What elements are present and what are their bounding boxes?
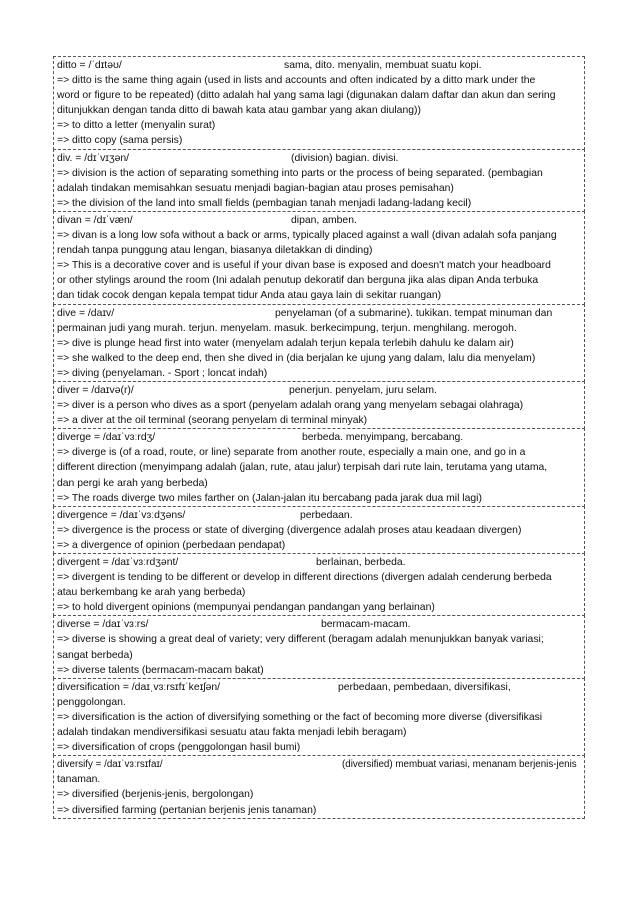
definition-line: => division is the action of separating something into parts or the process of being separated. (pembagian [57,167,543,179]
definition-line: => diverge is (of a road, route, or line) separate from another route, especially a main one, and go in a [57,447,526,459]
headword: dive = /daɪv/ [57,307,115,319]
definition-line: => dive is plunge head first into water (menyelam adalah terjun kepala terlebih dahulu ke dalam air) [57,337,514,349]
headword: divergence = /daɪˈvɜːdʒəns/ [57,509,186,521]
definition-line: => divergent is tending to be different or develop in different directions (divergen adalah cenderung berbeda [57,572,552,584]
entry-divergent [53,553,585,616]
entry-diver [53,381,585,429]
example-line: => diversified farming (pertanian berjenis jenis tanaman) [57,804,317,816]
definition-line: adalah tindakan mendiversifikasi sesuatu atau fakta menjadi lebih beragam) [57,727,407,739]
headword: diverse = /daɪˈvɜːrs/ [57,619,149,631]
translation: perbedaan. [300,509,353,521]
headword: divan = /dɪˈvæn/ [57,214,133,226]
example-line: dan tidak cocok dengan kepala tempat tidur Anda atau gaya lain di sekitar ruangan) [57,290,442,302]
definition-line: dan pergi ke arah yang berbeda) [57,477,208,489]
translation: berlainan, berbeda. [316,557,406,568]
definition-line: permainan judi yang murah. terjun. menyelam. masuk. berkecimpung, terjun. menghilang. merogoh. [57,322,517,334]
definition-line: => diver is a person who dives as a sport (penyelam adalah orang yang menyelam sebagai olahraga) [57,400,524,412]
example-line: => a diver at the oil terminal (seorang penyelam di terminal minyak) [57,415,368,427]
entry-divan [53,211,585,305]
example-line: => to ditto a letter (menyalin surat) [57,120,216,132]
headword: diverge = /daɪˈvɜːrdʒ/ [57,432,156,444]
translation: perbedaan, pembedaan, diversifikasi, [338,681,511,693]
headword: divergent = /daɪˈvɜːrdʒənt/ [57,557,179,568]
translation: penerjun. penyelam, juru selam. [289,384,437,396]
definition-line: ditunjukkan dengan tanda ditto di bawah kata atau gambar yang akan diulang)) [57,105,421,117]
example-line: or other stylings around the room (Ini adalah penutup dekoratif dan berguna jika alas dipan Anda terbuka [57,275,539,287]
translation: (division) bagian. divisi. [291,152,399,164]
definition-line: => divan is a long low sofa without a back or arms, typically placed against a wall (divan adalah sofa panjang [57,230,557,242]
definition-line: rendah tanpa punggung atau lengan, biasanya diletakkan di dinding) [57,245,373,257]
definition-line: different direction (menyimpang adalah (jalan, rute, atau jalur) terpisah dari rute lain, terutama yang utama, [57,462,548,474]
translation: dipan, amben. [291,214,357,226]
entry-diverse [53,615,585,678]
definition-line: => diversification is the action of diversifying something or the fact of becoming more diverse (diversifikasi [57,711,543,723]
translation: (diversified) membuat variasi, menanam berjenis-jenis [342,759,577,771]
definition-line: => ditto is the same thing again (used in lists and accounts and often indicated by a ditto mark under the [57,75,536,87]
dictionary-page [53,57,585,819]
translation: penyelaman (of a submarine). tukikan. tempat minuman dan [275,307,553,319]
entry-ditto [53,56,585,150]
example-line: => diversification of crops (penggolongan hasil bumi) [57,742,301,754]
example-line: => ditto copy (sama persis) [57,135,183,147]
definition-line: sangat berbeda) [57,649,133,661]
headword: div. = /dɪˈvɪʒən/ [57,152,130,164]
definition-line: => divergence is the process or state of diverging (divergence adalah proses atau keadaan divergen) [57,524,522,536]
example-line: => diverse talents (bermacam-macam bakat) [57,664,264,676]
translation: sama, dito. menyalin, membuat suatu kopi. [284,60,482,71]
example-line: => The roads diverge two miles farther on (Jalan-jalan itu bercabang pada jarak dua mil lagi) [57,492,482,504]
headword: ditto = /ˈdɪtəʊ/ [57,60,122,71]
entry-divergence [53,506,585,554]
example-line: => a divergence of opinion (perbedaan pendapat) [57,539,286,551]
example-line: => diversified (berjenis-jenis, bergolongan) [57,789,254,801]
definition-line: => diverse is showing a great deal of variety; very different (beragam adalah menunjukkan banyak variasi; [57,634,544,646]
headword: diversification = /daɪˌvɜːrsɪfɪˈkeɪʃən/ [57,681,221,693]
example-line: => to hold divergent opinions (mempunyai pendangan pandangan yang berlainan) [57,602,435,614]
entry-diversification [53,678,585,756]
definition-line: word or figure to be repeated) (ditto adalah hal yang sama lagi (digunakan dalam daftar dan akun dan sering [57,90,556,102]
headword: diversify = /daɪˈvɜːrsɪfaɪ/ [57,759,163,771]
headword: diver = /daɪvə(r)/ [57,384,134,396]
definition-line: adalah tindakan memisahkan sesuatu menjadi bagian-bagian atau proses pemisahan) [57,182,454,194]
translation: bermacam-macam. [321,619,411,631]
entry-div [53,149,585,212]
definition-line: tanaman. [57,774,101,786]
entry-diverge [53,428,585,506]
example-line: => This is a decorative cover and is useful if your divan base is exposed and doesn't match your headboard [57,260,551,272]
definition-line: atau berkembang ke arah yang berbeda) [57,587,246,599]
example-line: => diving (penyelaman. - Sport ; loncat indah) [57,367,268,379]
entry-diversify [53,755,585,818]
translation: berbeda. menyimpang, bercabang. [302,432,464,444]
entry-dive [53,304,585,382]
example-line: => the division of the land into small fields (pembagian tanah menjadi ladang-ladang kecil) [57,197,472,209]
definition-line: penggolongan. [57,696,126,708]
example-line: => she walked to the deep end, then she dived in (dia berjalan ke ujung yang dalam, lalu dia menyelam) [57,352,536,364]
